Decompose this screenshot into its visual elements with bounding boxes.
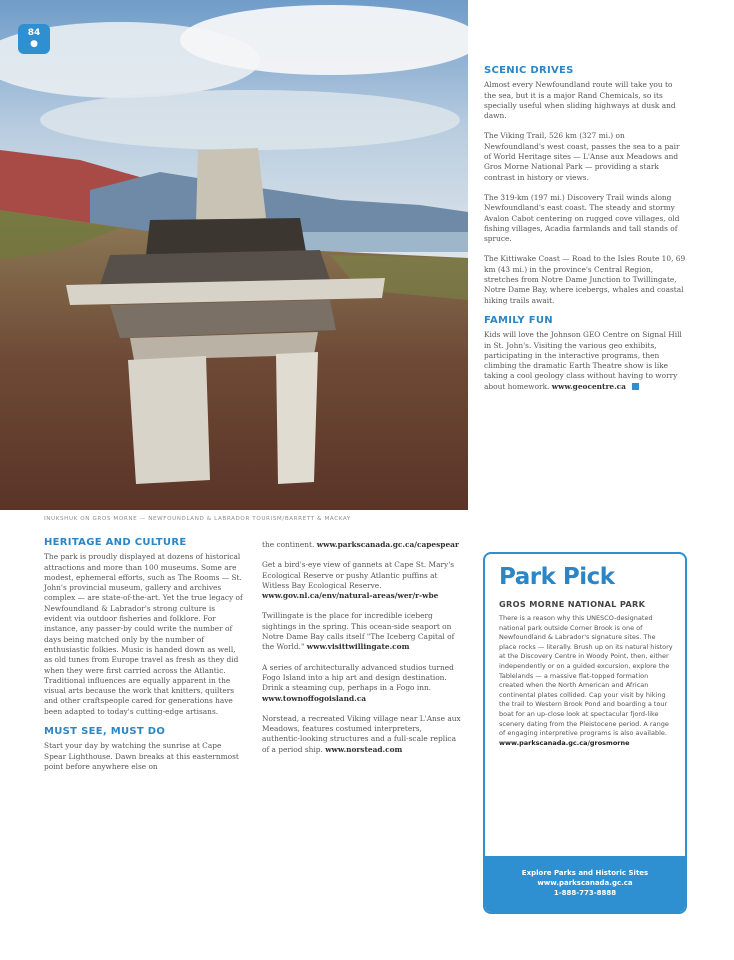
- park-pick-title: Park Pick: [499, 564, 615, 590]
- scenic-heading: SCENIC DRIVES: [484, 65, 574, 76]
- scenic-text-1: Almost every Newfoundland route will take you to the sea, but it is a major Rand Chemicals, so its specially useful when sliding highways at dusk and dawn.: [484, 80, 676, 121]
- footer-phone: 1-888-773-8888: [553, 889, 617, 897]
- must-see-text: Start your day by watching the sunrise at Cape Spear Lighthouse. Dawn breaks at this easternmost point before anywhere else on: [44, 741, 239, 771]
- paragraph-icebergs: [262, 611, 462, 652]
- cape-spear-link[interactable]: www.parkscanada.gc.ca/capespear: [316, 540, 459, 549]
- family-heading: FAMILY FUN: [484, 314, 553, 326]
- scenic-text-4: The Kittiwake Coast — Road to the Isles Route 10, 69 km (43 mi.) in the province's Central Region, stretches from Notre Dame Junction to Twillingate, Notre Dame Bay, where icebergs, whales and coastal hiking trails await.: [484, 254, 686, 305]
- park-pick-subtitle: GROS MORNE NATIONAL PARK: [499, 599, 646, 609]
- must-see-heading: MUST SEE, MUST DO: [44, 726, 166, 738]
- fogo-text: A series of architecturally advanced studios turned Fogo Island into a hip art and design destination. Drink a steaming cup, perhaps in a Fogo inn.: [262, 662, 454, 693]
- footer-line-explore: Explore Parks and Historic Sites: [521, 869, 649, 877]
- fogo-link[interactable]: www.townoffogoisland.ca: [262, 693, 366, 703]
- column-right: [484, 66, 686, 402]
- icebergs-text: Twillingate is the place for incredible iceberg sightings in the spring. This ocean-side seaport on Notre Dame Bay calls itself "The Iceberg Capital of the World.": [262, 611, 455, 652]
- scenic-text-3: The 319-km (197 mi.) Discovery Trail winds along Newfoundland's east coast. The steady and stormy Avalon Cabot centering on rugged cove villages, old fishing villages, Acadia farmlands and tall stands of spruce.: [484, 192, 680, 244]
- inukshuk-photo: [0, 0, 468, 510]
- photo-caption: INUKSHUK ON GROS MORNE — NEWFOUNDLAND & LABRADOR TOURISM/BARRETT & MACKAY: [44, 516, 351, 522]
- paragraph-norstead: [262, 714, 462, 755]
- paragraph-family: [484, 330, 686, 392]
- page-number: 84: [27, 28, 41, 38]
- end-mark-icon: [632, 383, 639, 390]
- paragraph-gannets: [262, 560, 462, 601]
- park-pick-text: There is a reason why this UNESCO-designated national park outside Corner Brook is one of Newfoundland & Labrador's signature sites. The place rocks — literally. Brush up on its natural history at the Discovery Centre in Woody Point, then, either independently or on a guided excursion, explore the Tablelands — a massive flat-topped formation created when the North American and African continental plates collided. Cap your visit by hiking the trail to Western Brook Pond and boarding a tour boat for an up-close look at spectacular fjord-like scenery dating from the Pleistocene period. A range of engaging interpretive programs is also available.: [499, 614, 673, 738]
- page-tab-mark: ●: [30, 39, 38, 49]
- heritage-heading: HERITAGE AND CULTURE: [44, 537, 187, 548]
- gannets-text: Get a bird's-eye view of gannets at Cape St. Mary's Ecological Reserve or pushy Atlantic puffins at Witless Bay Ecological Reserve.: [262, 560, 455, 590]
- park-pick-link[interactable]: www.parkscanada.gc.ca/grosmorne: [499, 738, 630, 747]
- paragraph-fogo: [262, 663, 462, 704]
- heritage-text: The park is proudly displayed at dozens of historical attractions and more than 100 museums. Some are modest, ephemeral efforts, such as The Rooms — St. John's provincial museum, gallery and archives complex — are state-of-the-art. Yet the true legacy of Newfoundland & Labrador's strong culture is evident via outdoor fisheries and folklore. For instance, any passer-by could write the number of days being matched only by the number of enthusiastic folkies. Music is handed down as well, as old tunes from Europe travel as fresh as they did when they were first carried across the Atlantic. Traditional influences are equally apparent in the visual arts because the work that knitters, quilters and other craftspeople cared for generations have been adapted to today's cutting-edge artisans.: [44, 552, 243, 716]
- paragraph-cape-spear: [262, 540, 462, 550]
- norstead-link[interactable]: www.norstead.com: [325, 744, 403, 754]
- scenic-text-2: The Viking Trail, 526 km (327 mi.) on Newfoundland's west coast, passes the sea to a pair of World Heritage sites — L'Anse aux Meadows and Gros Morne National Park — providing a stark contrast in history or views.: [484, 131, 680, 182]
- park-pick-body: [499, 614, 675, 748]
- icebergs-link[interactable]: www.visittwillingate.com: [306, 642, 410, 652]
- column-left: [44, 538, 244, 782]
- gannets-link[interactable]: www.gov.nl.ca/env/natural-areas/wer/r-wbe: [262, 591, 439, 601]
- cape-spear-text: the continent.: [262, 540, 315, 549]
- park-pick-footer: [485, 856, 685, 912]
- column-middle: [262, 540, 462, 765]
- norstead-text: Norstead, a recreated Viking village near L'Anse aux Meadows, features costumed interpreters, authentic-looking structures and a full-scale replica of a period ship.: [262, 713, 461, 754]
- family-text: Kids will love the Johnson GEO Centre on Signal Hill in St. John's. Visiting the various geo exhibits, participating in the interactive programs, then climbing the dramatic Earth Theatre show is like taking a cool geology class without having to worry about homework.: [484, 330, 682, 391]
- park-pick-box: [483, 552, 687, 914]
- footer-website-link[interactable]: www.parkscanada.gc.ca: [537, 879, 633, 887]
- geocentre-link[interactable]: www.geocentre.ca: [551, 381, 626, 391]
- page-number-tab: [18, 24, 50, 54]
